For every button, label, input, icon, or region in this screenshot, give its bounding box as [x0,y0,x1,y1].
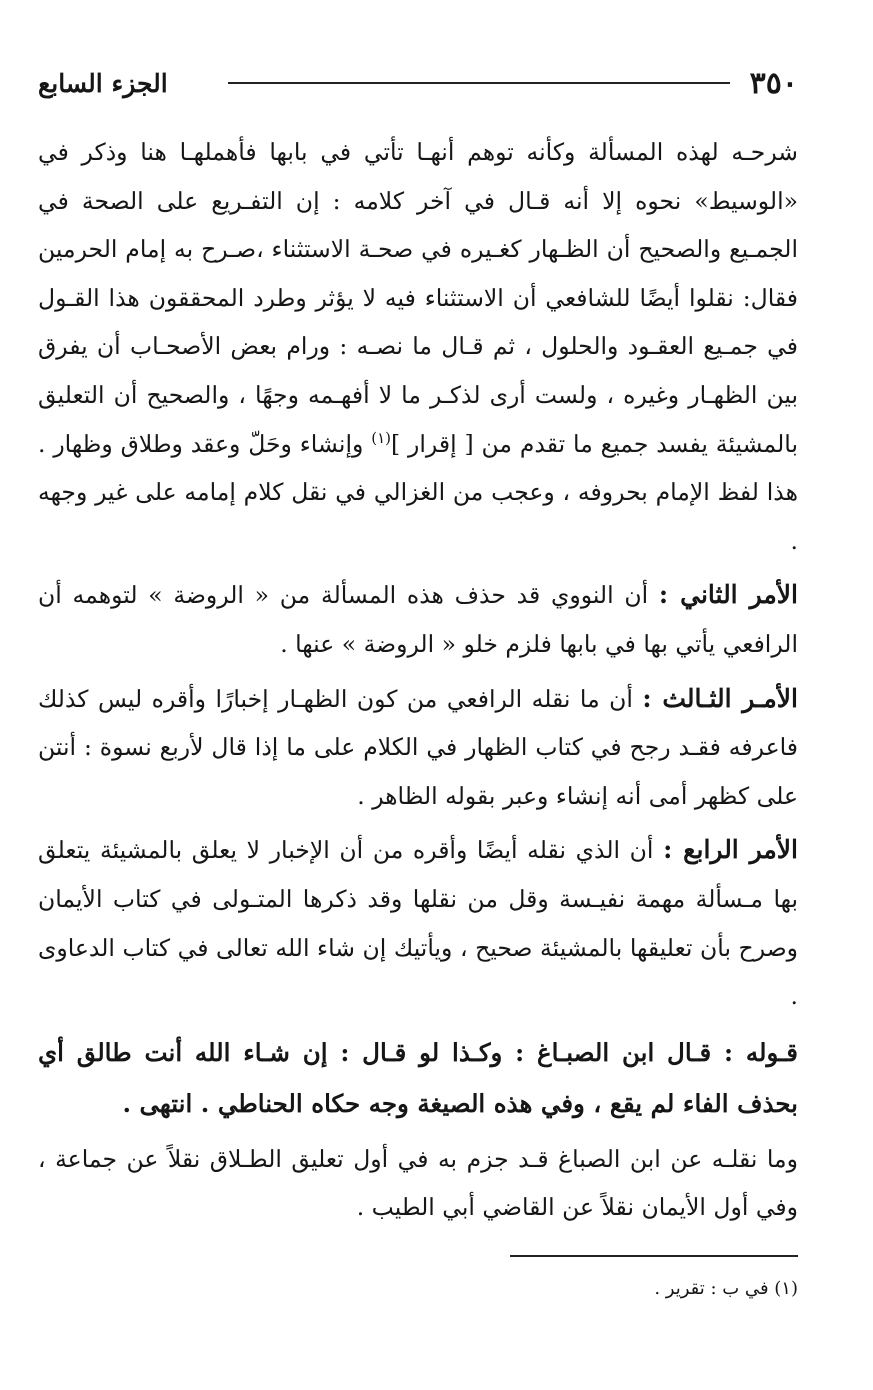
running-title: الجزء السابع [38,68,168,98]
paragraph-lead: الأمر الرابع : [663,835,799,865]
paragraph-4 [38,826,798,1020]
paragraph-1 [38,128,798,565]
paragraph-text: أن ما نقله الرافعي من كون الظهـار إخبارًا وأقره ليس كذلك فاعرفه فقـد رجح في كتاب الظهار في الكلام على ما إذا قال لأربع نسوة : أنتن على كظهر أمى أنه إنشاء وعبر بقوله الظاهر . [38,684,798,810]
paragraph-text-continued: وإنشاء وحَلّ وعقد وطلاق وظهار . هذا لفظ الإمام بحروفه ، وعجب من الغزالي في نقل كلام إمامه على غير وجهه . [38,429,798,555]
paragraph-text: قـوله : قـال ابن الصبـاغ : وكـذا لو قـال : إن شـاء الله أنت طالق أي بحذف الفاء لم يقع ، وفي هذه الصيغة وجه حكاه الحناطي . انتهى . [38,1037,798,1118]
paragraph-text: أن الذي نقله أيضًا وأقره من أن الإخبار لا يعلق بالمشيئة يتعلق بها مـسألة مهمة نفيـسة وقل من نقلها وقد ذكرها المتـولى في كتاب الأيمان وصرح بأن تعليقها بالمشيئة صحيح ، ويأتيك إن شاء الله تعالى في كتاب الدعاوى . [38,836,798,1011]
footnote-rule [510,1255,798,1257]
footnote-reference: (١) [371,428,391,447]
footnote: (١) في ب : تقرير . [654,1278,798,1299]
paragraph-lead: الأمـر الثـالث : [642,683,798,713]
page-number: ٣٥٠ [749,65,798,101]
main-text [38,128,798,1232]
paragraph-lead: الأمر الثاني : [658,580,798,610]
paragraph-text: أن النووي قد حذف هذه المسألة من « الروضة » لتوهمه أن الرافعي يأتي بها في بابها فلزم خلو « الروضة » عنها . [38,581,798,658]
paragraph-2 [38,571,798,668]
header-rule [228,82,730,84]
paragraph-text: وما نقلـه عن ابن الصباغ قـد جزم به في أول تعليق الطـلاق نقلاً عن جماعة ، وفي أول الأيمان نقلاً عن القاضي أبي الطيب . [38,1144,798,1222]
page-header [38,58,798,108]
paragraph-text: شرحـه لهذه المسألة وكأنه توهم أنهـا تأتي في بابها فأهملهـا هنا وذكر في «الوسيط» نحوه إلا أنه قـال في آخر كلامه : إن التفـريع على الصحة في الجمـيع والصحيح أن الظـهار كغـيره في صحـة الاستثناء ،صـرح به إمام الحرمين فقال: نقلوا أيضًا للشافعي أن الاستثناء فيه لا يؤثر وطرد المحققون هذا القـول في جمـيع العقـود والحلول ، ثم قـال ما نصـه : ورام بعض الأصحـاب أن يفرق بين الظهـار وغيره ، ولست أرى لذكـر ما لا أفهـمه وجهًا ، والصحيح أن التعليق بالمشيئة يفسد جميع ما تقدم من [ إقرار ] [38,138,798,458]
paragraph-6 [38,1135,798,1232]
quoted-statement [38,1027,798,1129]
paragraph-3 [38,675,798,821]
